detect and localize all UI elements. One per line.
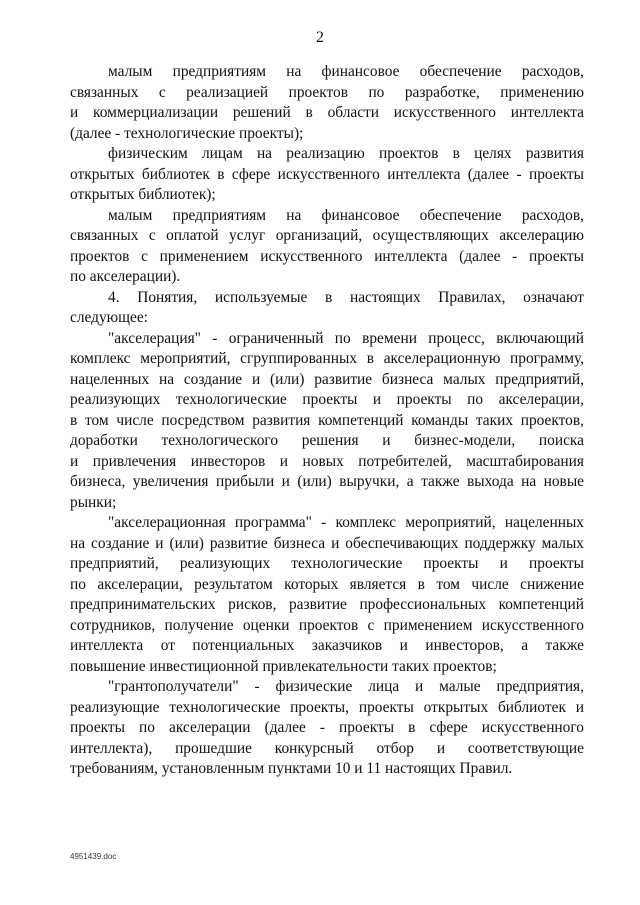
text-line: "акселерация" - ограниченный по времени процесс, включающий — [108, 329, 584, 347]
text-line: в том числе посредством развития компетенций команды таких проектов, — [70, 411, 584, 429]
document-file-code: 4951439.doc — [70, 852, 117, 861]
text-line: проекты по акселерации (далее - проекты в сфере искусственного — [70, 719, 584, 736]
text-line: комплекс мероприятий, сгруппированных в акселерационную программу, — [70, 350, 584, 367]
text-line: проектов с применением искусственного интеллекта (далее - проекты — [70, 247, 584, 265]
text-line: доработки технологического решения и бизнес-модели, поиска — [70, 432, 584, 449]
text-line: открытых библиотек); — [70, 186, 216, 203]
text-line: следующее: — [70, 309, 148, 326]
text-line: 4. Понятия, используемые в настоящих Правилах, означают — [108, 288, 584, 306]
text-line: и привлечения инвесторов и новых потребителей, масштабирования — [70, 452, 584, 470]
text-line: физическим лицам на реализацию проектов в целях развития — [108, 145, 584, 162]
text-line: интеллекта от потенциальных заказчиков и инвесторов, а также — [70, 637, 584, 654]
text-line: по акселерации). — [70, 268, 181, 285]
text-line: предприятий, реализующих технологические проекты и проекты — [70, 555, 584, 572]
text-line: малым предприятиям на финансовое обеспечение расходов, — [108, 63, 584, 80]
text-line: связанных с реализацией проектов по разработке, применению — [70, 83, 584, 101]
text-line: "грантополучатели" - физические лица и малые предприятия, — [108, 678, 584, 695]
paragraph — [70, 62, 584, 144]
text-line: "акселерационная программа" - комплекс мероприятий, нацеленных — [108, 514, 584, 531]
text-line: сотрудников, получение оценки проектов с применением искусственного — [70, 616, 584, 634]
paragraph — [70, 677, 584, 780]
text-line: реализующие технологические проекты, проекты открытых библиотек и — [70, 698, 584, 716]
text-line: и коммерциализации решений в области искусственного интеллекта — [70, 104, 584, 121]
text-line: интеллекта), прошедшие конкурсный отбор и соответствующие — [70, 739, 584, 757]
paragraph — [70, 206, 584, 288]
text-line: (далее - технологические проекты); — [70, 124, 304, 142]
text-line: бизнеса, увеличения прибыли и (или) выручки, а также выхода на новые — [70, 473, 584, 490]
text-line: требованиям, установленным пунктами 10 и 11 настоящих Правил. — [70, 760, 513, 777]
text-line: открытых библиотек в сфере искусственного интеллекта (далее - проекты — [70, 165, 584, 183]
text-line: связанных с оплатой услуг организаций, осуществляющих акселерацию — [70, 227, 584, 244]
text-line: малым предприятиям на финансовое обеспечение расходов, — [108, 206, 584, 224]
text-line: нацеленных на создание и (или) развитие бизнеса малых предприятий, — [70, 370, 584, 388]
text-line: по акселерации, результатом которых является в том числе снижение — [70, 575, 584, 593]
document-body — [70, 62, 584, 780]
text-line: повышение инвестиционной привлекательности таких проектов; — [70, 657, 497, 675]
text-line: на создание и (или) развитие бизнеса и обеспечивающих поддержку малых — [70, 534, 584, 552]
text-line: реализующих технологические проекты и проекты по акселерации, — [70, 391, 584, 408]
page-number: 2 — [316, 29, 324, 46]
paragraph — [70, 288, 584, 329]
text-line: предпринимательских рисков, развитие профессиональных компетенций — [70, 596, 584, 613]
paragraph — [70, 144, 584, 206]
paragraph — [70, 329, 584, 514]
paragraph — [70, 513, 584, 677]
text-line: рынки; — [70, 493, 117, 511]
